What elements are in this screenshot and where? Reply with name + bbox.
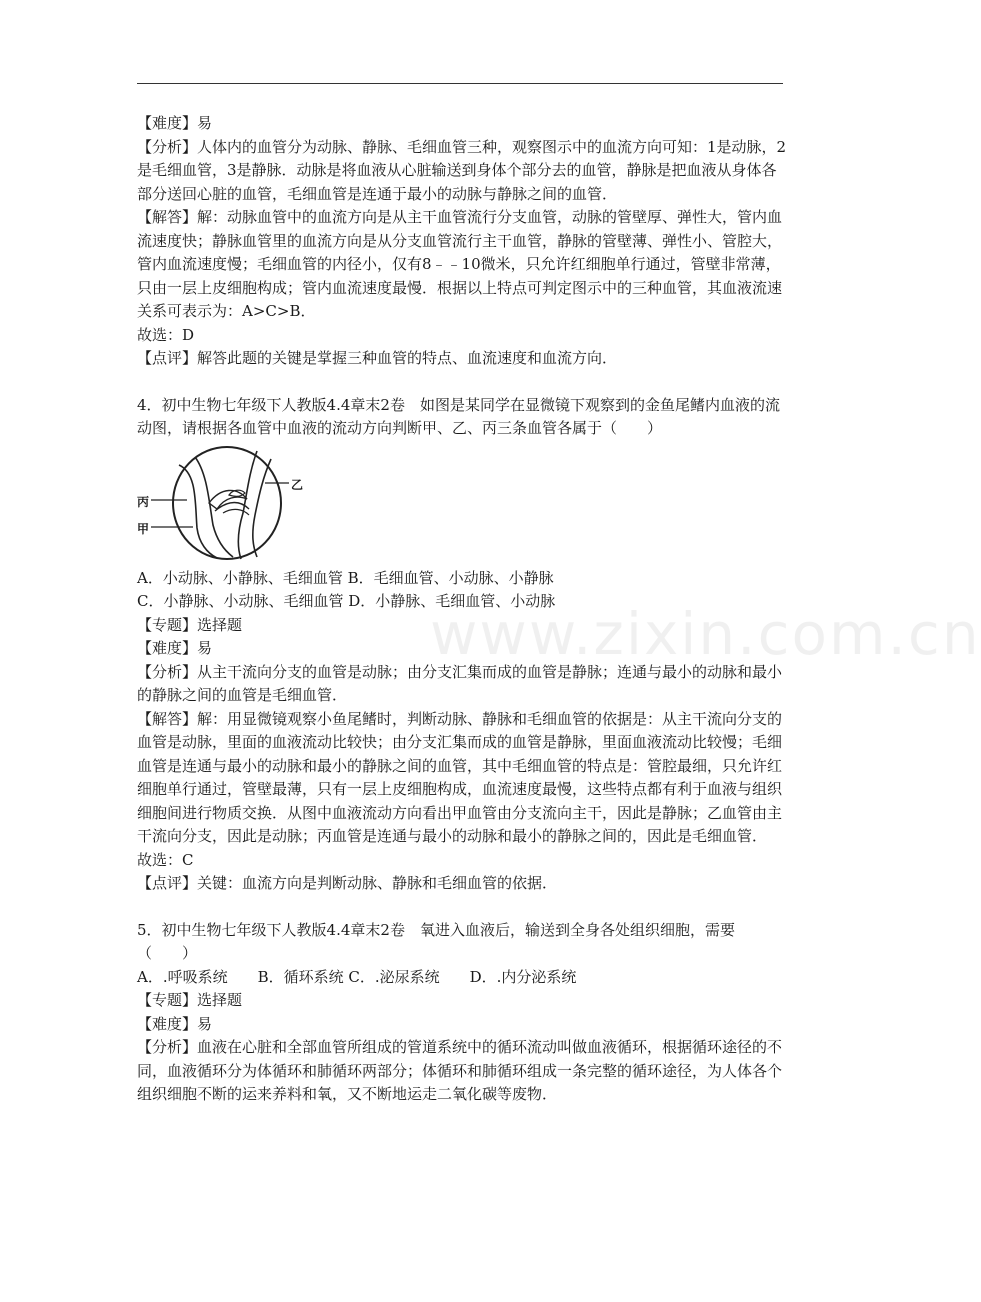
spacer	[137, 371, 787, 394]
q4-comment: 【点评】关键：血流方向是判断动脉、静脉和毛细血管的依据．	[137, 874, 558, 892]
spacer	[137, 896, 787, 919]
q3-difficulty: 【难度】易	[137, 114, 213, 132]
q3-analysis: 【分析】人体内的血管分为动脉、静脉、毛细血管三种，观察图示中的血流方向可知：1是动脉，2是毛细血管，3是静脉．动脉是将血液从心脏输送到身体个部分去的血管，静脉是把血液从身体各部分送回心脏的血管，毛细血管是连通于最小的动脉与静脉之间的血管．	[137, 137, 787, 203]
q3-comment: 【点评】解答此题的关键是掌握三种血管的特点、血流速度和血流方向．	[137, 349, 618, 367]
q4-difficulty: 【难度】易	[137, 639, 213, 657]
q4-analysis: 【分析】从主干流向分支的血管是动脉；由分支汇集而成的血管是静脉；连通与最小的动脉和最小的静脉之间的血管是毛细血管．	[137, 662, 783, 704]
q4-choice: 故选：C	[137, 850, 194, 869]
q4-options-cd: C．小静脉、小动脉、毛细血管 D．小静脉、毛细血管、小动脉	[137, 592, 556, 610]
q5-stem: 5．初中生物七年级下人教版4.4章末2卷 氧进入血液后，输送到全身各处组织细胞，需要（ ）	[137, 920, 735, 962]
label-bing: 丙	[137, 494, 150, 509]
watermark: www.zixin.com.cn	[430, 600, 981, 668]
q3-solution: 【解答】解：动脉血管中的血流方向是从主干血管流行分支血管，动脉的管壁厚、弹性大，管内血流速度快；静脉血管里的血流方向是从分支血管流行主干血管，静脉的管壁薄、弹性小、管腔大，管内血流速度慢；毛细血管的内径小，仅有8﹣﹣10微米，只允许红细胞单行通过，管壁非常薄，只由一层上皮细胞构成；管内血流速度最慢．根据以上特点可判定图示中的三种血管，其血液流速关系可表示为：A>C>B．	[137, 208, 783, 320]
q4-topic: 【专题】选择题	[137, 615, 243, 634]
q4-solution: 【解答】解：用显微镜观察小鱼尾鳍时，判断动脉、静脉和毛细血管的依据是：从主干流向分支的血管是动脉，里面的血液流动比较快；由分支汇集而成的血管是静脉，里面血液流动比较慢；毛细血管是连通与最小的动脉和最小的静脉之间的血管，其中毛细血管的特点是：管腔最细，只允许红细胞单行通过，管壁最薄，只有一层上皮细胞构成，血流速度最慢，这些特点都有利于血液与组织细胞间进行物质交换．从图中血液流动方向看出甲血管由分支流向主干，因此是静脉；乙血管由主干流向分支，因此是动脉；丙血管是连通与最小的动脉和最小的静脉之间的，因此是毛细血管．	[137, 709, 783, 845]
label-yi: 乙	[291, 477, 304, 492]
q4-options-ab: A．小动脉、小静脉、毛细血管 B．毛细血管、小动脉、小静脉	[137, 568, 554, 587]
microscope-figure	[137, 443, 787, 561]
q4-stem: 4．初中生物七年级下人教版4.4章末2卷 如图是某同学在显微镜下观察到的金鱼尾鳍内血液的流动图，请根据各血管中血液的流动方向判断甲、乙、丙三条血管各属于（ ）	[137, 395, 780, 437]
q3-choice: 故选：D	[137, 325, 195, 344]
header-rule	[137, 83, 783, 84]
q5-analysis: 【分析】血液在心脏和全部血管所组成的管道系统中的循环流动叫做血液循环，根据循环途径的不同，血液循环分为体循环和肺循环两部分；体循环和肺循环组成一条完整的循环途径，为人体各个组织细胞不断的运来养料和氧，又不断地运走二氧化碳等废物．	[137, 1038, 783, 1103]
label-jia: 甲	[137, 521, 150, 536]
q5-options: A．.呼吸系统 B．循环系统 C．.泌尿系统 D．.内分泌系统	[137, 967, 577, 986]
q5-difficulty: 【难度】易	[137, 1014, 213, 1033]
blood-vessel-diagram	[137, 443, 307, 561]
q5-topic: 【专题】选择题	[137, 991, 243, 1009]
